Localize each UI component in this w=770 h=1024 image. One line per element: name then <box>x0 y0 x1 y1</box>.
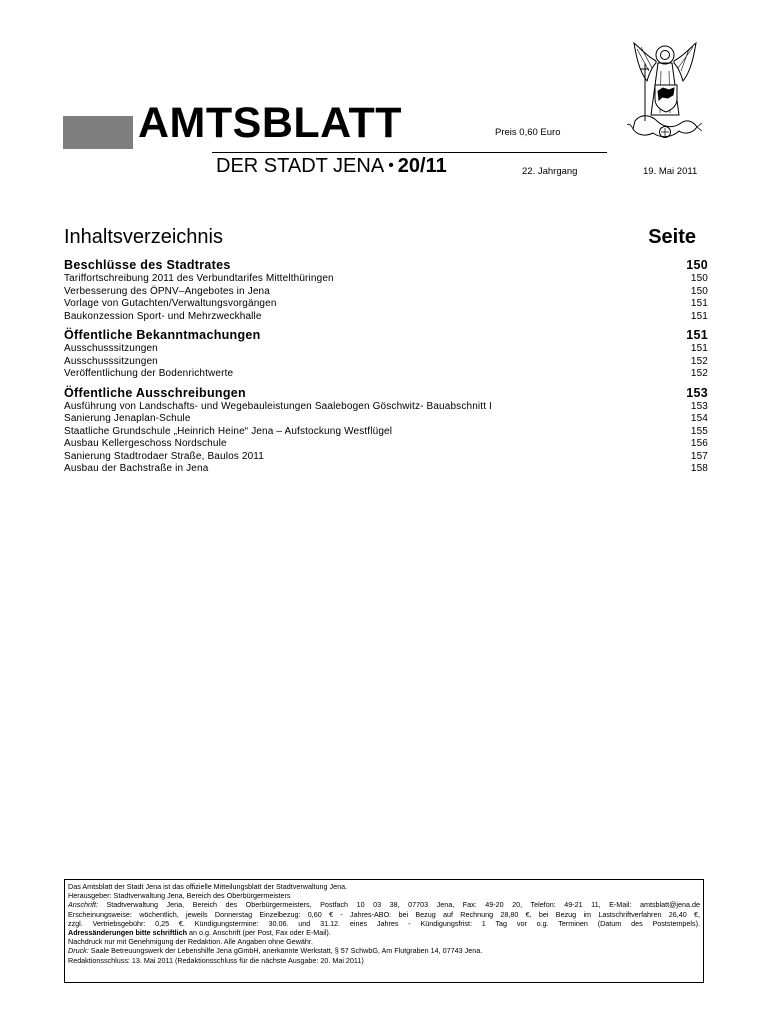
entry-page: 151 <box>690 298 708 309</box>
entry-page: 151 <box>690 343 708 354</box>
section-heading[interactable] <box>64 328 708 343</box>
toc-entry[interactable] <box>64 413 708 426</box>
section-heading[interactable] <box>64 386 708 401</box>
entry-page: 154 <box>690 413 708 424</box>
toc-entry[interactable] <box>64 463 708 476</box>
entry-title: Sanierung Stadtrodaer Straße, Baulos 2011 <box>64 450 264 462</box>
print-label: Druck: <box>68 946 89 956</box>
newspaper-title: AMTSBLATT <box>138 99 403 147</box>
entry-title: Tariffortschreibung 2011 des Verbundtarifes Mittelthüringen <box>64 273 334 284</box>
print-text: Saale Betreuungswerk der Lebenshilfe Jena gGmbH, anerkannte Werkstatt, § 57 SchwbG, Am Flutgraben 14, 07743 Jena. <box>90 946 483 956</box>
entry-page: 157 <box>690 450 708 462</box>
toc-section-bekanntmachungen <box>64 328 708 381</box>
toc-entry[interactable] <box>64 286 708 299</box>
section-page: 150 <box>686 258 708 272</box>
imprint-line: Herausgeber: Stadtverwaltung Jena, Bereich des Oberbürgermeisters <box>68 891 291 901</box>
address-text: Stadtverwaltung Jena, Bereich des Oberbürgermeisters, Postfach 10 03 38, 07703 Jena, Fax: 49-20 20, Telefon: 49-21 11, E-Mail: amtsblatt@jena.de <box>106 900 700 910</box>
entry-title: Baukonzession Sport- und Mehrzweckhalle <box>64 310 262 322</box>
toc-entry[interactable] <box>64 368 708 381</box>
masthead-subline <box>216 154 447 178</box>
toc-heading-row <box>64 226 708 252</box>
section-title: Beschlüsse des Stadtrates <box>64 258 231 272</box>
toc-entry[interactable] <box>64 451 708 464</box>
price-label: Preis 0,60 Euro <box>495 127 561 138</box>
imprint-line: Redaktionsschluss: 13. Mai 2011 (Redaktionsschluss für die nächste Ausgabe: 20. Mai 2011) <box>68 955 364 965</box>
entry-title: Verbesserung des ÖPNV–Angebotes in Jena <box>64 285 270 297</box>
entry-title: Veröffentlichung der Bodenrichtwerte <box>64 368 234 379</box>
toc-entry[interactable] <box>64 311 708 324</box>
toc-entry[interactable] <box>64 356 708 369</box>
entry-page: 153 <box>690 400 708 412</box>
section-heading[interactable] <box>64 258 708 273</box>
entry-page: 150 <box>690 273 708 284</box>
entry-page: 158 <box>690 463 708 474</box>
volume-label: 22. Jahrgang <box>522 166 578 177</box>
imprint-address <box>68 900 700 909</box>
entry-page: 155 <box>690 425 708 437</box>
entry-title: Staatliche Grundschule „Heinrich Heine“ Jena – Aufstockung Westflügel <box>64 425 393 437</box>
entry-title: Sanierung Jenaplan-Schule <box>64 413 191 424</box>
entry-title: Ausschusssitzungen <box>64 355 158 367</box>
issue-date: 19. Mai 2011 <box>643 166 698 177</box>
entry-page: 151 <box>690 310 708 322</box>
entry-title: Ausbau Kellergeschoss Nordschule <box>64 438 227 449</box>
section-title: Öffentliche Bekanntmachungen <box>64 328 261 342</box>
imprint-line: Nachdruck nur mit Genehmigung der Redaktion. Alle Angaben ohne Gewähr. <box>68 937 313 947</box>
section-page: 153 <box>686 385 708 400</box>
issue-number: 20/11 <box>397 155 447 177</box>
entry-page: 152 <box>690 368 708 379</box>
section-title: Öffentliche Ausschreibungen <box>64 385 246 400</box>
jena-coat-of-arms-icon <box>627 41 703 143</box>
toc-entry[interactable] <box>64 401 708 414</box>
toc-entry[interactable] <box>64 426 708 439</box>
imprint-print <box>68 946 700 955</box>
city-name: DER STADT JENA <box>216 155 385 177</box>
toc-section-ausschreibungen <box>64 386 708 476</box>
entry-title: Vorlage von Gutachten/Verwaltungsvorgängen <box>64 298 277 309</box>
toc-heading: Inhaltsverzeichnis <box>64 226 223 248</box>
toc-entry[interactable] <box>64 273 708 286</box>
section-page: 151 <box>686 328 708 342</box>
entry-title: Ausschusssitzungen <box>64 343 158 354</box>
table-of-contents <box>64 258 708 481</box>
page-column-heading: Seite <box>648 226 696 248</box>
address-label: Anschrift: <box>68 900 98 910</box>
address-change-text: an o.g. Anschrift (per Post, Fax oder E-Mail). <box>189 928 331 938</box>
bullet-separator: • <box>388 157 394 174</box>
address-change-bold: Adressänderungen bitte schriftlich <box>68 928 188 938</box>
entry-page: 152 <box>690 355 708 367</box>
imprint-line: Erscheinungsweise: wöchentlich, jeweils Donnerstag Einzelbezug: 0,60 € - Jahres-ABO: bei Bezug auf Rechnung 28,80 €, bei Bezug im Lastschriftverfahren 26,40 €, <box>68 909 700 919</box>
entry-page: 150 <box>690 285 708 297</box>
toc-entry[interactable] <box>64 298 708 311</box>
imprint-address-change <box>68 928 700 937</box>
masthead-rule <box>212 152 607 153</box>
imprint-line: Das Amtsblatt der Stadt Jena ist das offizielle Mitteilungsblatt der Stadtverwaltung Jena. <box>68 882 348 891</box>
toc-section-beschluesse <box>64 258 708 323</box>
entry-page: 156 <box>690 438 708 449</box>
imprint-box <box>64 879 704 983</box>
imprint-line: zzgl. Vertriebsgebühr: 0,25 €. Kündigungstermine: 30.06. und 31.12. eines Jahres - Kündigungsfrist: 1 Tag vor o.g. Terminen (Datum des Poststempels). <box>68 918 700 928</box>
masthead-grey-block <box>63 116 133 149</box>
entry-title: Ausführung von Landschafts- und Wegebauleistungen Saalebogen Göschwitz- Bauabschnitt I <box>64 400 492 412</box>
entry-title: Ausbau der Bachstraße in Jena <box>64 463 209 474</box>
toc-entry[interactable] <box>64 343 708 356</box>
toc-entry[interactable] <box>64 438 708 451</box>
